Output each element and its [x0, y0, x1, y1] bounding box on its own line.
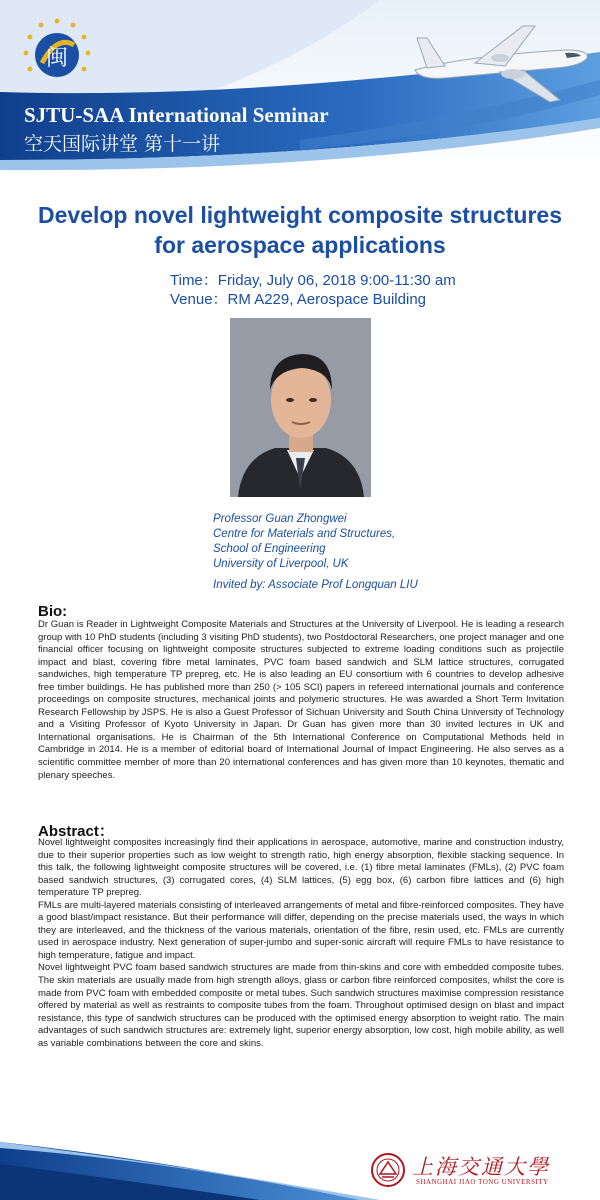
university-name-cn: 上海交通大學 — [412, 1155, 550, 1179]
bio-text: Dr Guan is Reader in Lightweight Composite Materials and Structures at the University of Liverpool. He is leading a research group with 10 PhD students (including 3 visiting PhD students), two Postdoctoral Researchers, one project manager and one financial officer focusing on lightweight composite structures subjected to extreme loading conditions such as projectile impact and blast, covering fibre metal laminates, PVC foam based sandwich and SLM lattice structures, corrugated sandwiches, high temperature TP prepreg, etc. He is also leading an EU consortium with 6 countries to develop adhesive free timber buildings. He has published more than 250 (> 105 SCI) papers in refereed international journals and conference proceedings on composite structures, mechanical joints and polymeric structures. He was awarded a Short Term Invitation Research Fellowship by JSPS. He is also a Guest Professor of Sichuan University and South China University of Technology and a Visiting Professor of Kyoto University in Japan. Dr Guan has given more than 30 invited lectures in UK and International organisations. He is Chairman of the 5th International Conference on Computational Methods held in Cambridge in 2014. He is a member of editorial board of International Journal of Impact Engineering. He also serves as a scientific committee member of more than 20 international conferences and has given more than 10 keynotes, thematic and plenary speeches. — [38, 619, 564, 781]
seminar-logo-icon — [22, 15, 92, 95]
talk-title-line2: for aerospace applications — [154, 232, 446, 258]
speaker-name: Professor Guan Zhongwei — [213, 513, 347, 525]
abstract-paragraph-3: Novel lightweight PVC foam based sandwich structures are made from thin-skins and core with embedded composite tubes. The skin materials are usually made from high strength alloys, glass or carbon fibre reinforced composites, whilst the core is made from PVC foam with embedded composite or metal tubes. Such sandwich structures maximise compression resistance offered by material as well as restraints to composite tubes from the foam. Throughout optimised design on blast and impact resistance, this type of sandwich structures can be produced with the optimised energy absorption to weight ratio. The main advantages of such sandwich structures are: extremely light, superior energy absorption, low cost, high mobile ability, as well as variable combinations between the core and skins. — [38, 962, 564, 1049]
speaker-affiliation-3: University of Liverpool, UK — [213, 558, 349, 570]
abstract-heading: Abstract： — [38, 823, 114, 840]
airplane-icon — [405, 8, 595, 108]
speaker-affiliation-2: School of Engineering — [213, 543, 326, 555]
bio-heading: Bio: — [38, 603, 68, 620]
speaker-affiliation-1: Centre for Materials and Structures, — [213, 528, 396, 540]
abstract-paragraph-1: Novel lightweight composites increasingly find their applications in aerospace, automotive, marine and construction industry, due to their superior properties such as low weight to strength ratio, high energy absorption, flexible stacking sequence. In this talk, the following lightweight composite structures will be covered, i.e. (1) fibre metal laminates (FMLs), (2) PVC foam based sandwich structures, (3) corrugated cores, (4) SLM lattices, (5) egg box, (6) carbon fibre lattices and (6) high temperature TP prepreg. — [38, 837, 564, 899]
speaker-photo — [230, 318, 371, 497]
invited-by: Invited by: Associate Prof Longquan LIU — [213, 579, 418, 591]
logo-character: 闽 — [45, 46, 69, 71]
seminar-title-cn: 空天国际讲堂 第十一讲 — [24, 133, 221, 155]
speaker-info — [213, 512, 418, 593]
abstract-body — [38, 837, 564, 1050]
talk-title-line1: Develop novel lightweight composite structures — [38, 202, 562, 228]
university-name-en: SHANGHAI JIAO TONG UNIVERSITY — [416, 1178, 549, 1186]
sjtu-seal-icon — [370, 1152, 406, 1188]
talk-title — [0, 200, 600, 260]
event-venue: Venue：RM A229, Aerospace Building — [170, 291, 427, 308]
seminar-title-en: SJTU-SAA International Seminar — [24, 103, 329, 127]
abstract-paragraph-2: FMLs are multi-layered materials consisting of interleaved arrangements of metal and fibre-reinforced composites. They have a good blast/impact resistance. But their performance will differ, depending on the precise materials used, the ways in which they are interleaved, and the thickness of the various materials, orientation of the fibre, resin used, etc. FMLs are currently used in aerospace industry. Next generation of super-jumbo and super-sonic aircraft will require FMLs to have resistance to high temperature, fatigue and impact. — [38, 899, 564, 961]
header-banner — [0, 0, 600, 175]
event-time: Time：Friday, July 06, 2018 9:00-11:30 am — [170, 272, 456, 289]
